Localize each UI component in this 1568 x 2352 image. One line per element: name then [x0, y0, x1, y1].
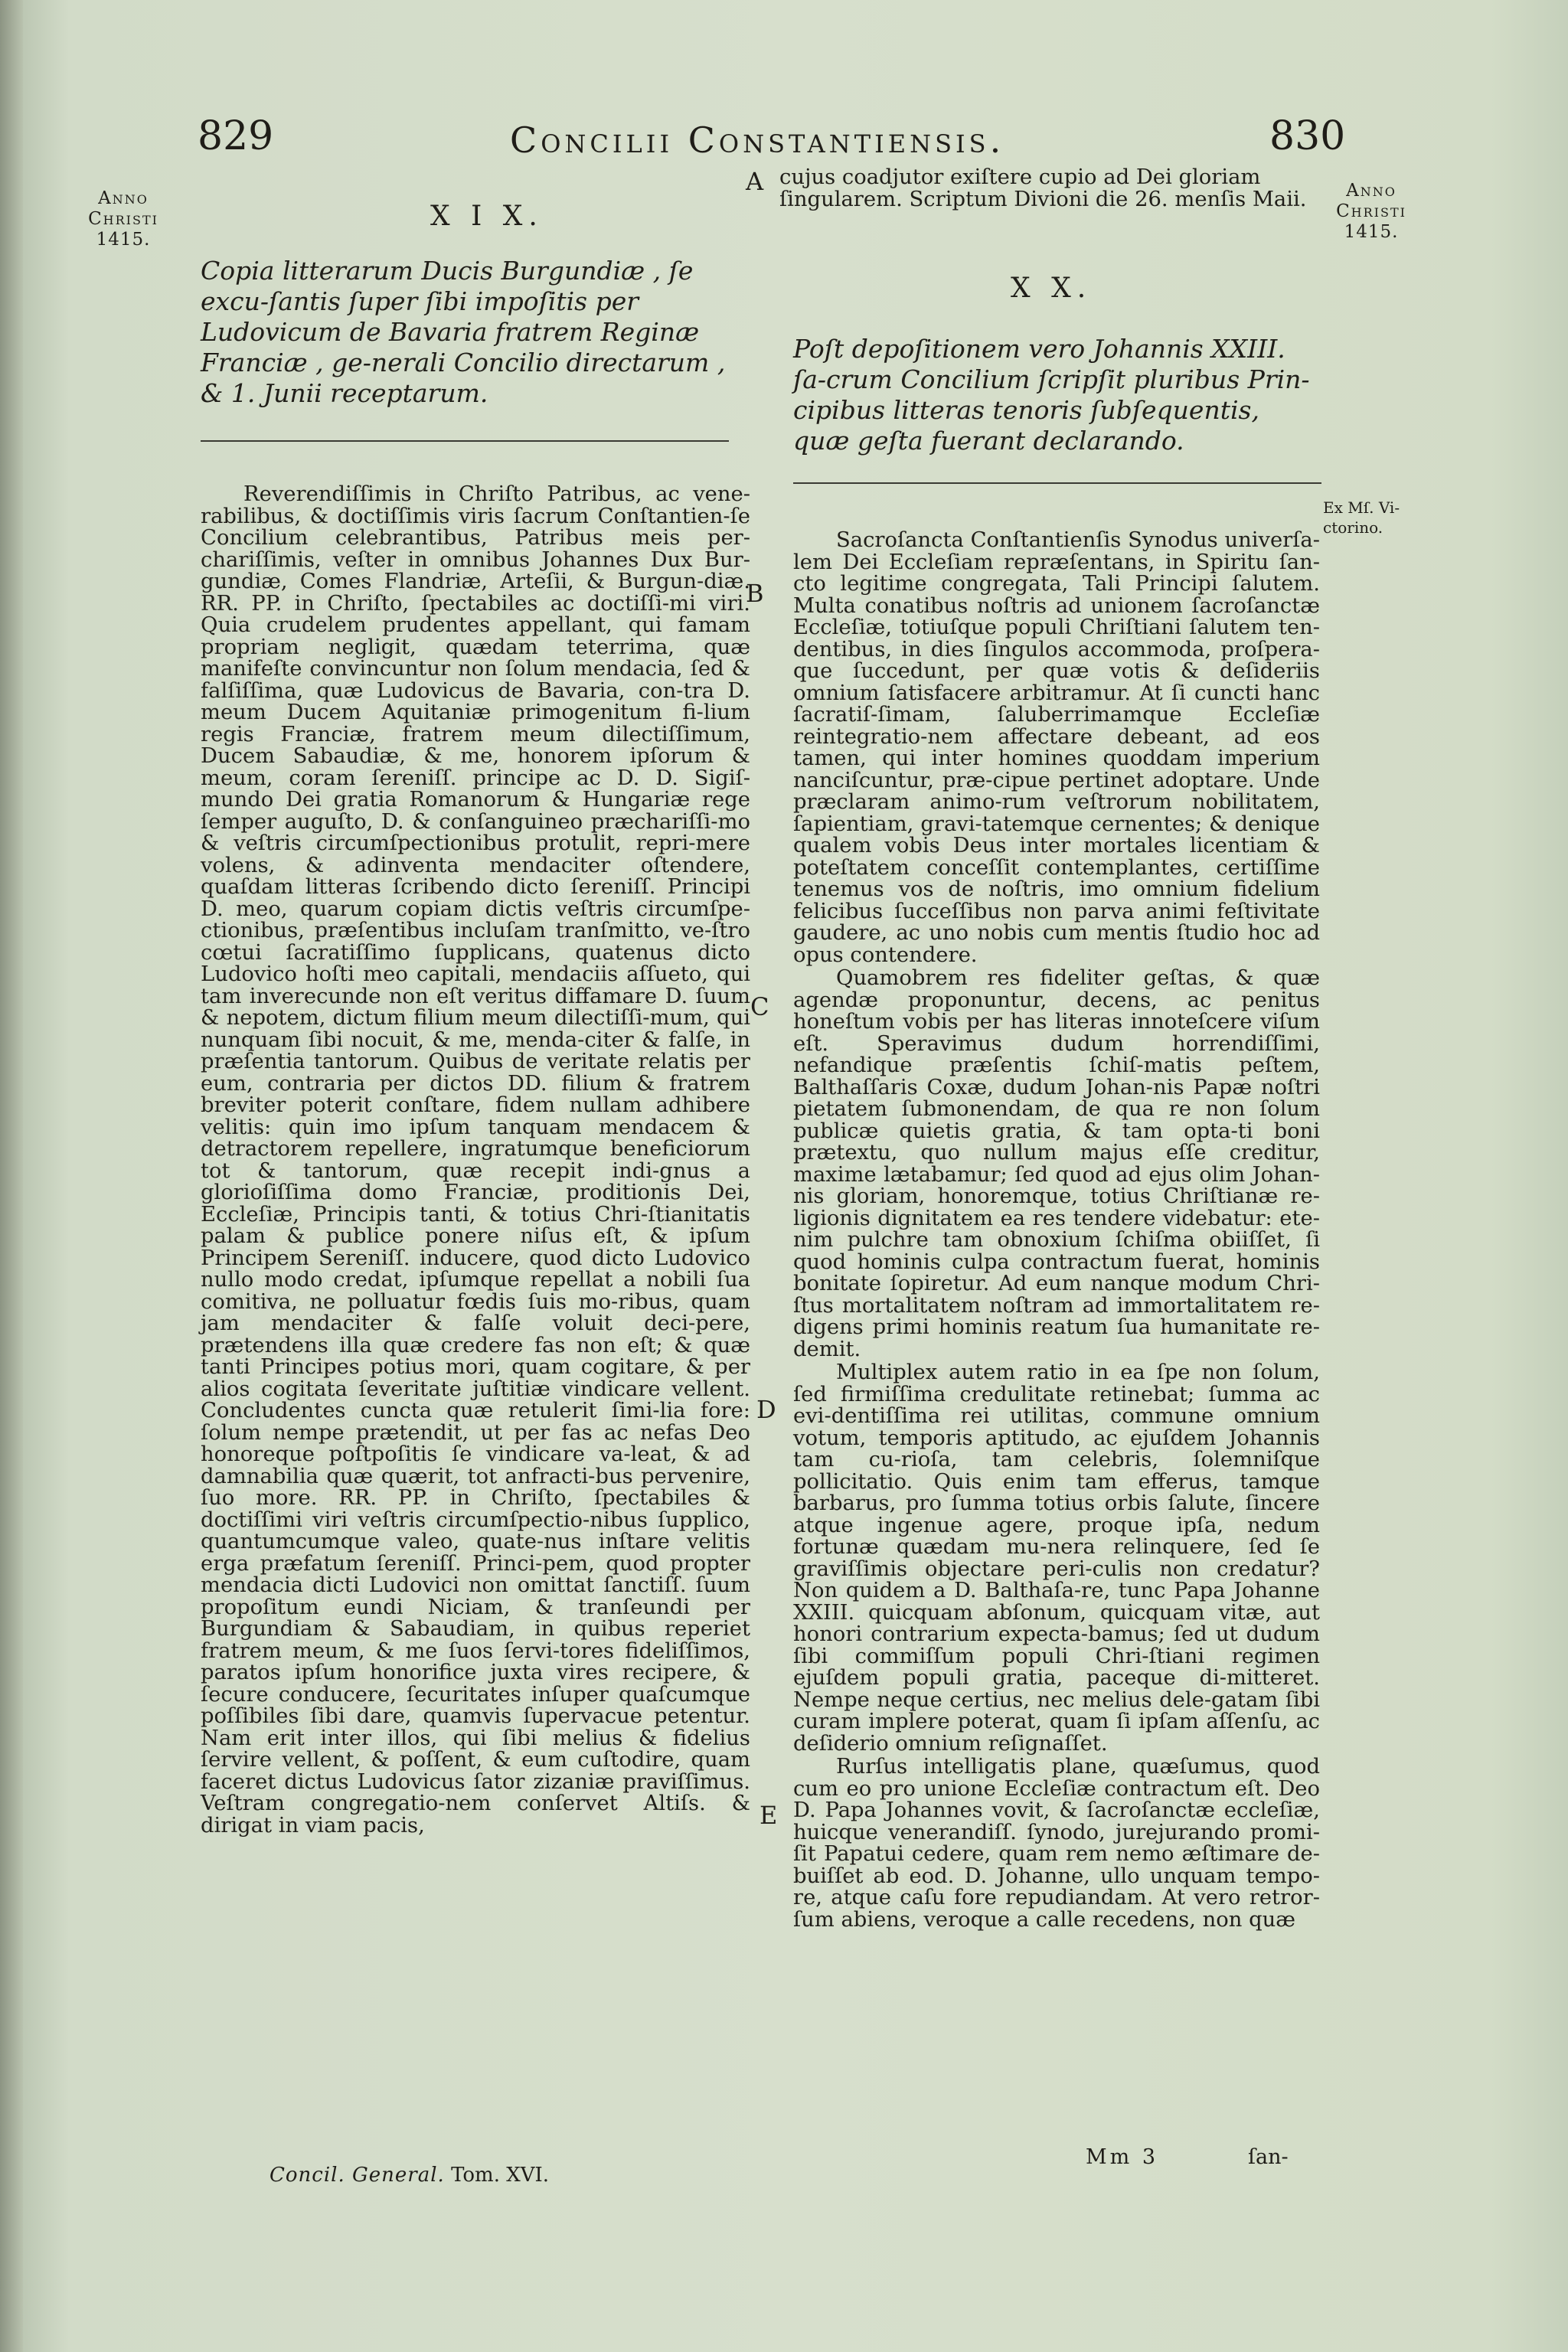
right-column-continuation: [779, 167, 1321, 211]
footer-tome: Tom. XVI.: [451, 2164, 550, 2187]
margin-anno-label: Anno: [98, 188, 149, 208]
signature-mark: Mm 3: [1086, 2145, 1159, 2169]
book-page: [23, 0, 1568, 2352]
left-margin-year-note: [74, 188, 173, 250]
section-heading-xix: Copia litterarum Ducis Burgundiæ , ſe excu-ſantis ſuper ſibi impoſitis per Ludovicum de Bavaria fratrem Reginæ Franciæ , ge-nerali Concilio directarum , & 1. Junii receptarum.: [201, 256, 726, 408]
right-margin-year-note: [1317, 181, 1426, 243]
footer-volume-note: [270, 2164, 549, 2187]
heading-rule: [793, 482, 1321, 484]
paragraph: Quamobrem res fideliter geſtas, & quæ agendæ proponuntur, decens, ac penitus honeſtum vobis per has literas innoteſcere viſum eſt. Speravimus dudum horrendiſſimi, nefandique præſentis ſchiſ-matis peſtem, Balthaſſaris Coxæ, dudum Johan-nis Papæ noſtri pietatem ſubmonendam, de qua re non ſolum publicæ quietis gratia, & tam opta-ti boni prætextu, quo nullum majus eſſe creditur, maxime lætabamur; ſed quod ad ejus olim Johan-nis gloriam, honoremque, totius Chriſtianæ re-ligionis dignitatem ea res tendere videbatur: ete-nim pulchre tam obnoxium ſchiſma obiiſſet, ſi quod hominis culpa contractum fuerat, hominis bonitate ſopiretur. Ad eum nanque modum Chri-ſtus mortalitatem noſtram ad immortalitatem re-digens primi hominis reatum ſua humanitate re-demit.: [793, 966, 1320, 1361]
continuation-text: cujus coadjutor exiſtere cupio ad Dei gloriam ſingularem. Scriptum Divioni die 26. menſis Maii.: [779, 165, 1307, 211]
margin-year: 1415.: [96, 230, 151, 250]
paragraph: Rurſus intelligatis plane, quæſumus, quod cum eo pro unione Eccleſiæ contractum eſt. Deo D. Papa Johannes vovit, & ſacroſanctæ eccleſiæ, huicque venerandiſſ. ſynodo, jurejurando promi-ſit Papatui cedere, quam rem nemo æſtimare de-buiſſet ab eod. D. Johanne, ullo unquam tempo-re, atque caſu fore repudiandam. At vero retror-ſum abiens, veroque a calle recedens, non quæ: [793, 1755, 1320, 1932]
letter-body: Reverendiſſimis in Chriſto Patribus, ac vene-rabilibus, & doctiſſimis viris ſacrum Conſtantien-ſe Concilium celebrantibus, Patribus meis per-chariſſimis, veſter in omnibus Johannes Dux Bur-gundiæ, Comes Flandriæ, Arteſii, & Burgun-diæ. RR. PP. in Chriſto, ſpectabiles ac doctiſſi-mi viri. Quia crudelem prudentes appellant, qui famam propriam negligit, quædam teterrima, quæ manifeſte convincuntur non ſolum mendacia, ſed & falſiſſima, quæ Ludovicus de Bavaria, con-tra D. meum Ducem Aquitaniæ primogenitum fi-lium regis Franciæ, fratrem meum dilectiſſimum, Ducem Sabaudiæ, & me, honorem ipſorum & meum, coram ſereniſſ. principe ac D. D. Sigiſ-mundo Dei gratia Romanorum & Hungariæ rege ſemper auguſto, D. & conſanguineo præchariſſi-mo & veſtris circumſpectionibus protulit, repri-mere volens, & adinventa mendaciter oſtendere, quaſdam litteras ſcribendo dicto ſereniſſ. Principi D. meo, quarum copiam dictis veſtris circumſpe-ctionibus, præſentibus incluſam tranſmitto, ve-ſtro cœtui ſacratiſſimo ſupplicans, quatenus dicto Ludovico hoſti meo capitali, mendaciis aſſueto, qui tam inverecunde non eſt veritus diffamare D. ſuum & nepotem, dictum filium meum dilectiſſi-mum, qui nunquam ſibi nocuit, & me, menda-citer & falſe, in præſentia tantorum. Quibus de veritate relatis per eum, contraria per dictos DD. filium & fratrem breviter poterit conſtare, fidem nullam adhibere velitis: quin imo ipſum tanquam mendacem & detractorem repellere, ingratumque beneficiorum tot & tantorum, quæ recepit indi-gnus a glorioſiſſima domo Franciæ, proditionis Dei, Eccleſiæ, Principis tanti, & totius Chri-ſtianitatis palam & publice ponere niſus eſt, & ipſum Principem Sereniſſ. inducere, quod dicto Ludovico nullo modo credat, ipſumque repellat a nobili ſua comitiva, ne polluatur fœdis ſuis mo-ribus, quam jam mendaciter & falſe voluit deci-pere, prætendens illa quæ credere fas non eſt; & quæ tanti Principes potius mori, quam cogitare, & per alios cogitata ſeveritate juſtitiæ vindicare vellent. Concludentes cuncta quæ retulerit ſimi-lia fore: ſolum nempe prætendit, ut per fas ac nefas Deo honoreque poſtpoſitis ſe vindicare va-leat, & ad damnabilia quæ quærit, tot anfracti-bus pervenire, ſuo more. RR. PP. in Chriſto, ſpectabiles & doctiſſimi viri veſtris circumſpectio-nibus ſupplico, quantumcumque valeo, quate-nus inſtare velitis erga præfatum ſereniſſ. Princi-pem, quod propter mendacia dicti Ludovici non omittat ſanctiſſ. ſuum propoſitum eundi Niciam, & tranſeundi per Burgundiam & Sabaudiam, in quibus reperiet fratrem meum, & me ſuos ſervi-tores fideliſſimos, paratos ipſum honorifice juxta vires recipere, & ſecure conducere, ſecuritates inſuper quaſcumque poſſibiles ſibi dare, quamvis ſupervacue petentur. Nam erit inter illos, qui ſibi melius & fidelius ſervire vellent, & poſſent, & eum cuſtodire, quam faceret dictus Ludovicus ſator zizaniæ praviſſimus. Veſtram congregatio-nem conſervet Altiſs. & dirigat in viam pacis,: [201, 482, 750, 1838]
margin-year: 1415.: [1344, 222, 1399, 242]
margin-christi-label: Christi: [1336, 201, 1406, 221]
section-number-xx: X X.: [1011, 273, 1093, 304]
section-number-xix: X I X.: [430, 201, 544, 232]
paragraph: Multiplex autem ratio in ea ſpe non ſolum, ſed firmiſſima credulitate retinebat; ſumma ac evi-dentiſſima rei utilitas, commune omnium votum, temporis aptitudo, ac ejuſdem Johannis tam cu-rioſa, tam celebris, ſolemniſque pollicitatio. Quis enim tam efferus, tamque barbarus, pro ſumma totius orbis ſalute, ſincere atque ingenue agere, proque ipſa, nedum fortunæ quædam mu-nera relinquere, ſed ſe graviſſimis objectare peri-culis non credatur? Non quidem a D. Balthaſa-re, tunc Papa Johanne XXIII. quicquam abſonum, quicquam vitæ, aut honori contrarium expecta-bamus; ſed ut dudum ſibi commiſſum populi Chri-ſtiani regimen ejuſdem populi gratia, paceque di-mitteret. Nempe neque certius, nec melius dele-gatam ſibi curam implere poterat, quam ſi ipſam aſſenſu, ac deſiderio omnium reſignaſſet.: [793, 1361, 1320, 1756]
margin-letter-d: D: [756, 1395, 776, 1424]
footer-series: Concil. General.: [270, 2164, 445, 2187]
right-column-text: [793, 530, 1320, 1931]
margin-anno-label: Anno: [1346, 181, 1396, 201]
manuscript-source-note: Ex Mſ. Vi-ctorino.: [1323, 498, 1400, 537]
right-page-number: 830: [1269, 113, 1346, 159]
running-title: Concilii Constantiensis.: [510, 119, 1005, 161]
margin-letter-a: A: [746, 167, 764, 196]
margin-letter-b: B: [746, 579, 764, 608]
section-heading-xx: Poſt depoſitionem vero Johannis XXIII. ſa-crum Concilium ſcripſit pluribus Prin-cipibus litteras tenoris ſubſequentis, quæ geſta fuerant declarando.: [793, 334, 1310, 456]
catchword: ſan-: [1248, 2145, 1289, 2169]
margin-letter-e: E: [760, 1801, 778, 1830]
left-column-text: [201, 484, 750, 1837]
heading-rule: [201, 440, 729, 442]
left-page-number: 829: [198, 113, 274, 159]
margin-letter-c: C: [750, 992, 769, 1021]
paragraph: Sacroſancta Conſtantienſis Synodus univerſa-lem Dei Eccleſiam repræſentans, in Spiritu ſan-cto legitime congregata, Tali Principi ſalutem. Multa conatibus noſtris ad unionem ſacroſanctæ Eccleſiæ, totiuſque populi Chriſtiani ſalutem ten-dentibus, in dies ſingulos accommoda, proſpera-que ſuccedunt, per quæ votis & deſideriis omnium ſatisfacere arbitramur. At ſi cuncti hanc ſacratiſ-ſimam, ſaluberrimamque Eccleſiæ reintegratio-nem affectare debeant, ad eos tamen, qui inter homines quoddam imperium nanciſcuntur, præ-cipue pertinet adoptare. Unde præclaram animo-rum veſtrorum nobilitatem, ſapientiam, gravi-tatemque cernentes; & denique qualem vobis Deus inter mortales licentiam & poteſtatem conceſſit contemplantes, certiſſime tenemus vos de noſtris, imo omnium fidelium felicibus ſucceſſibus non parva animi feſtivitate gaudere, ac uno nobis cum mentis ſtudio hoc ad opus contendere.: [793, 528, 1320, 967]
margin-christi-label: Christi: [88, 209, 158, 229]
book-spine-edge: [0, 0, 23, 2352]
